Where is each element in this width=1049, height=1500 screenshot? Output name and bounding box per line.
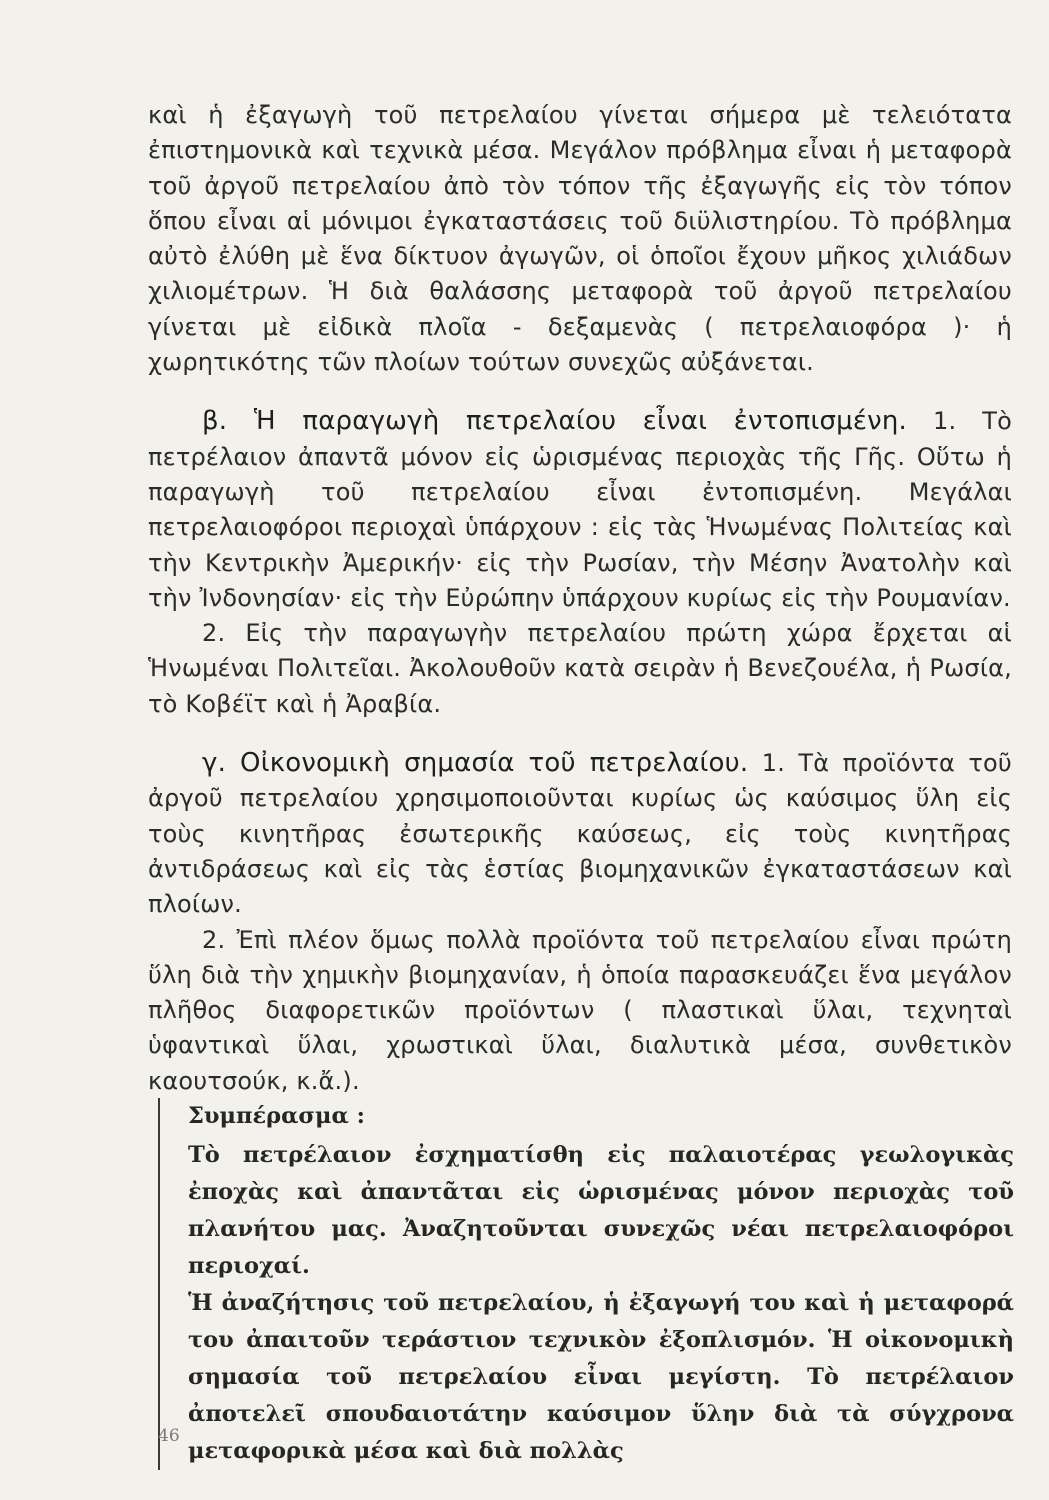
conclusion-title: Συμπέρασμα :	[188, 1103, 365, 1129]
conclusion-text-2: Ἡ ἀναζήτησις τοῦ πετρελαίου, ἡ ἐξαγωγή του καὶ ἡ μεταφορά του ἀπαιτοῦν τεράστιον τεχνικὸν ἐξοπλισμόν. Ἡ οἰκονομικὴ σημασία τοῦ πετρελαίου εἶναι μεγίστη. Τὸ πετρέλαιον ἀποτελεῖ σπουδαιοτάτην καύσιμον ὕλην διὰ τὰ σύγχρονα μεταφορικὰ μέσα καὶ διὰ πολλὰς	[188, 1290, 1014, 1464]
paragraph-gamma-1: 1. Τὰ προϊόντα τοῦ ἀργοῦ πετρελαίου χρησιμοποιοῦνται κυρίως ὡς καύσιμος ὕλη εἰς τοὺς κινητῆρας ἐσωτερικῆς καύσεως, εἰς τοὺς κινητῆρας ἀντιδράσεως καὶ εἰς τὰς ἑστίας βιομηχανικῶν ἐγκαταστάσεων καὶ πλοίων.	[148, 749, 1012, 919]
main-text	[148, 98, 1012, 1099]
paragraph-beta-1: 1. Τὸ πετρέλαιον ἀπαντᾶ μόνον εἰς ὡρισμένας περιοχὰς τῆς Γῆς. Οὕτω ἡ παραγωγὴ τοῦ πετρελαίου εἶναι ἐντοπισμένη. Μεγάλαι πετρελαιοφόροι περιοχαὶ ὑπάρχουν : εἰς τὰς Ἡνωμένας Πολιτείας καὶ τὴν Κεντρικὴν Ἀμερικήν· εἰς τὴν Ρωσίαν, τὴν Μέσην Ἀνατολὴν καὶ τὴν Ἰνδονησίαν· εἰς τὴν Εὐρώπην ὑπάρχουν κυρίως εἰς τὴν Ρουμανίαν.	[148, 407, 1012, 612]
section-gamma	[148, 746, 1012, 922]
page-number: 46	[158, 1426, 180, 1446]
section-heading-beta: β. Ἡ παραγωγὴ πετρελαίου εἶναι ἐντοπισμένη.	[202, 406, 908, 437]
section-heading-gamma: γ. Οἰκονομικὴ σημασία τοῦ πετρελαίου.	[202, 748, 749, 779]
paragraph-gamma-2: 2. Ἐπὶ πλέον ὅμως πολλὰ προϊόντα τοῦ πετρελαίου εἶναι πρώτη ὕλη διὰ τὴν χημικὴν βιομηχανίαν, ἡ ὁποία παρασκευάζει ἕνα μεγάλον πλῆθος διαφορετικῶν προϊόντων ( πλαστικαὶ ὕλαι, τεχνηταὶ ὑφαντικαὶ ὕλαι, χρωστικαὶ ὕλαι, διαλυτικὰ μέσα, συνθετικὸν καουτσούκ, κ.ἄ.).	[148, 925, 1012, 1095]
paragraph-beta-2: 2. Εἰς τὴν παραγωγὴν πετρελαίου πρώτη χώρα ἔρχεται αἱ Ἡνωμέναι Πολιτεῖαι. Ἀκολουθοῦν κατὰ σειρὰν ἡ Βενεζουέλα, ἡ Ρωσία, τὸ Κοβέϊτ καὶ ἡ Ἀραβία.	[148, 619, 1012, 718]
section-beta	[148, 404, 1012, 616]
paragraph-transport: καὶ ἡ ἐξαγωγὴ τοῦ πετρελαίου γίνεται σήμερα μὲ τελειότατα ἐπιστημονικὰ καὶ τεχνικὰ μέσα. Μεγάλον πρόβλημα εἶναι ἡ μεταφορὰ τοῦ ἀργοῦ πετρελαίου ἀπὸ τὸν τόπον τῆς ἐξαγωγῆς εἰς τὸν τόπον ὅπου εἶναι αἱ μόνιμοι ἐγκαταστάσεις τοῦ διϋλιστηρίου. Τὸ πρόβλημα αὐτὸ ἐλύθη μὲ ἕνα δίκτυον ἀγωγῶν, οἱ ὁποῖοι ἔχουν μῆκος χιλιάδων χιλιομέτρων. Ἡ διὰ θαλάσσης μεταφορὰ τοῦ ἀργοῦ πετρελαίου γίνεται μὲ εἰδικὰ πλοῖα - δεξαμενὰς ( πετρελαιοφόρα )· ἡ χωρητικότης τῶν πλοίων τούτων συνεχῶς αὐξάνεται.	[148, 101, 1012, 377]
conclusion-text-1: Τὸ πετρέλαιον ἐσχηματίσθη εἰς παλαιοτέρας γεωλογικὰς ἐποχὰς καὶ ἀπαντᾶται εἰς ὡρισμένας μόνον περιοχὰς τοῦ πλανήτου μας. Ἀναζητοῦνται συνεχῶς νέαι πετρελαιοφόροι περιοχαί.	[188, 1142, 1014, 1279]
conclusion-box	[158, 1098, 1014, 1470]
